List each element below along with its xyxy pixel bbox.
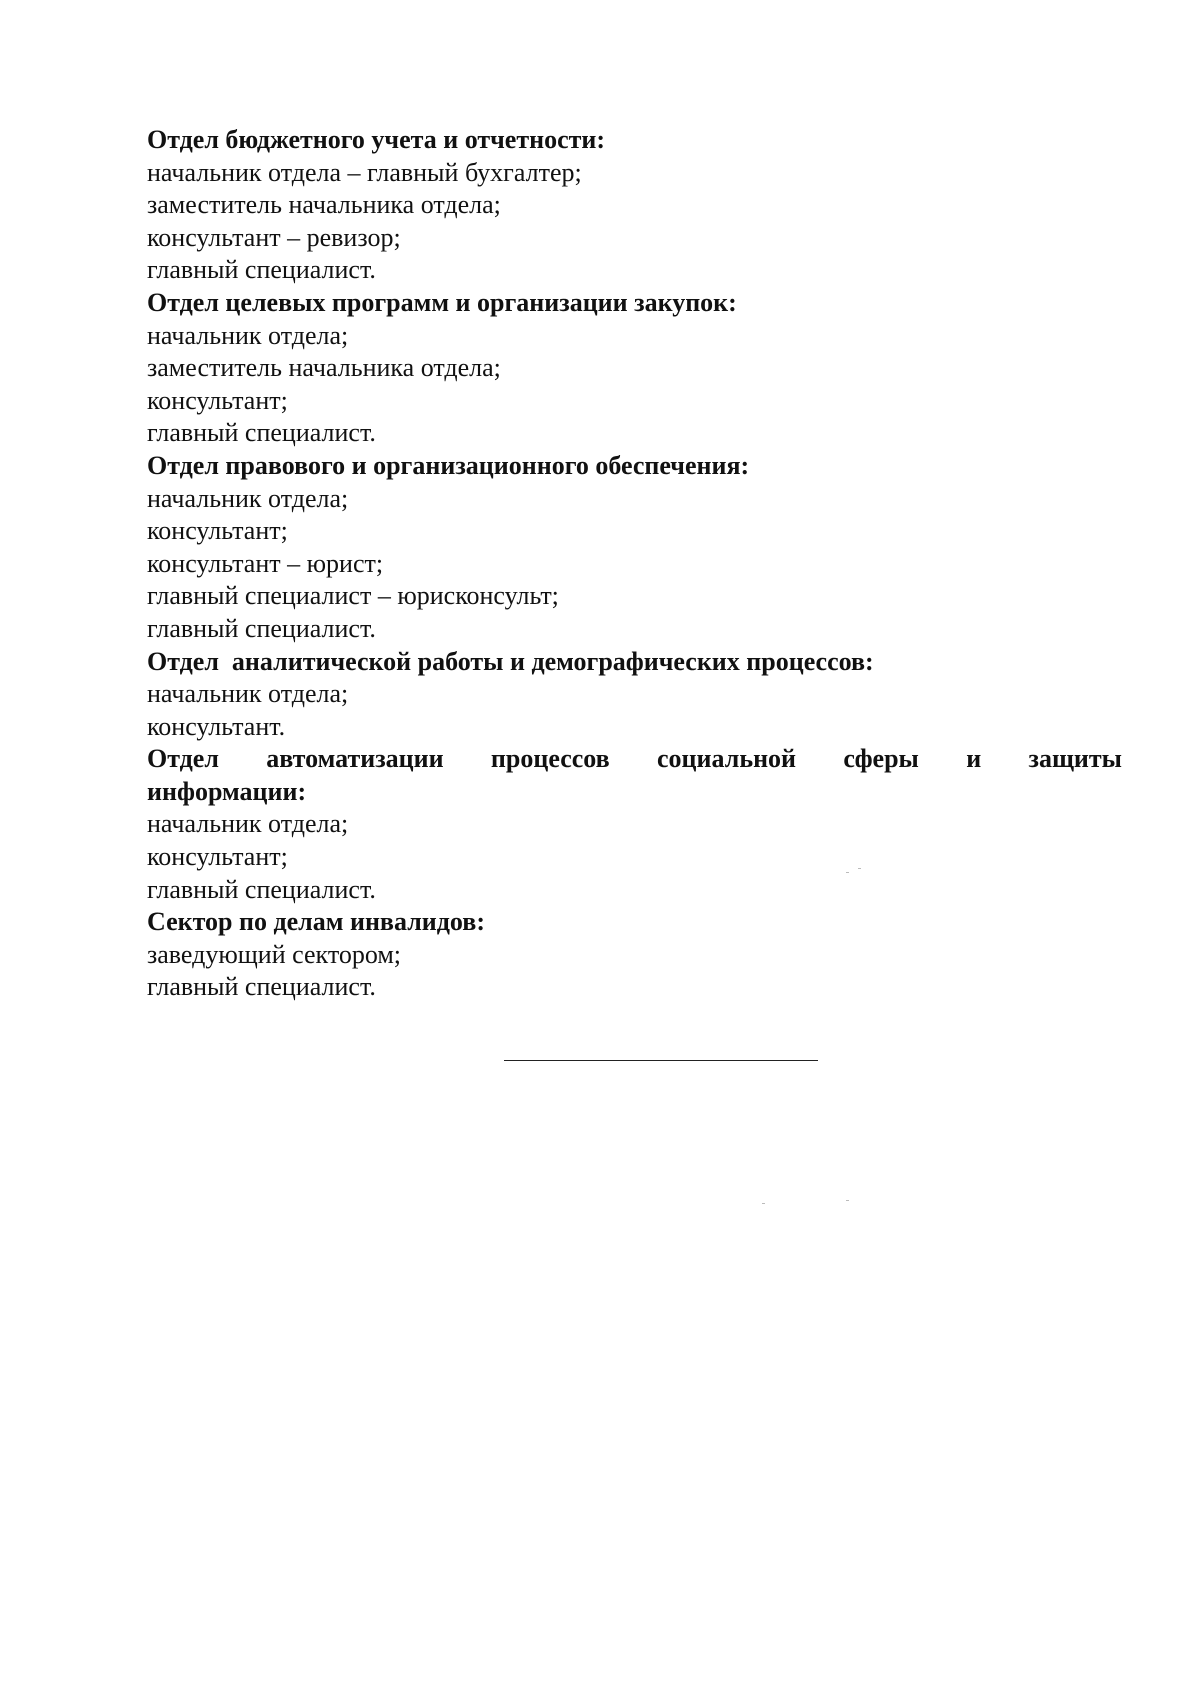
list-item: консультант; xyxy=(147,516,288,546)
list-item: главный специалист. xyxy=(147,613,376,643)
list-item: главный специалист. xyxy=(147,972,376,1002)
list-item: главный специалист – юрисконсульт; xyxy=(147,581,559,611)
list-item: начальник отдела; xyxy=(147,809,349,839)
heading-word: сферы xyxy=(843,744,919,774)
section-heading xyxy=(147,743,1122,808)
section-heading-continuation: информации: xyxy=(147,776,307,806)
list-item: заместитель начальника отдела; xyxy=(147,353,501,383)
heading-word: защиты xyxy=(1028,744,1122,774)
scan-speck xyxy=(858,868,861,869)
scan-speck xyxy=(846,872,849,873)
list-item: начальник отдела; xyxy=(147,320,349,350)
list-item: консультант – юрист; xyxy=(147,548,384,578)
list-item: заместитель начальника отдела; xyxy=(147,190,501,220)
list-item: главный специалист. xyxy=(147,874,376,904)
list-item: главный специалист. xyxy=(147,418,376,448)
heading-word: Отдел xyxy=(147,744,219,774)
heading-word: социальной xyxy=(657,744,797,774)
scan-speck xyxy=(762,1203,765,1204)
list-item: заведующий сектором; xyxy=(147,939,402,969)
section-heading: Сектор по делам инвалидов: xyxy=(147,907,485,937)
section-heading: Отдел бюджетного учета и отчетности: xyxy=(147,125,606,154)
list-item: консультант – ревизор; xyxy=(147,222,401,252)
scan-speck xyxy=(846,1200,849,1201)
list-item: консультант; xyxy=(147,385,288,415)
section-heading: Отдел правового и организационного обеспечения: xyxy=(147,450,750,480)
section-heading-first-line xyxy=(147,743,1122,776)
closing-divider-line xyxy=(504,1060,818,1061)
section-heading: Отдел аналитической работы и демографических процессов: xyxy=(147,646,874,676)
list-item: начальник отдела; xyxy=(147,483,349,513)
document-body xyxy=(147,124,1122,1004)
heading-word: и xyxy=(966,744,982,774)
heading-word: автоматизации xyxy=(266,744,444,774)
list-item: начальник отдела – главный бухгалтер; xyxy=(147,157,582,187)
heading-word: процессов xyxy=(490,744,610,774)
list-item: начальник отдела; xyxy=(147,679,349,709)
section-heading: Отдел целевых программ и организации закупок: xyxy=(147,287,737,317)
list-item: консультант. xyxy=(147,711,286,741)
list-item: главный специалист. xyxy=(147,255,376,285)
list-item: консультант; xyxy=(147,842,288,872)
